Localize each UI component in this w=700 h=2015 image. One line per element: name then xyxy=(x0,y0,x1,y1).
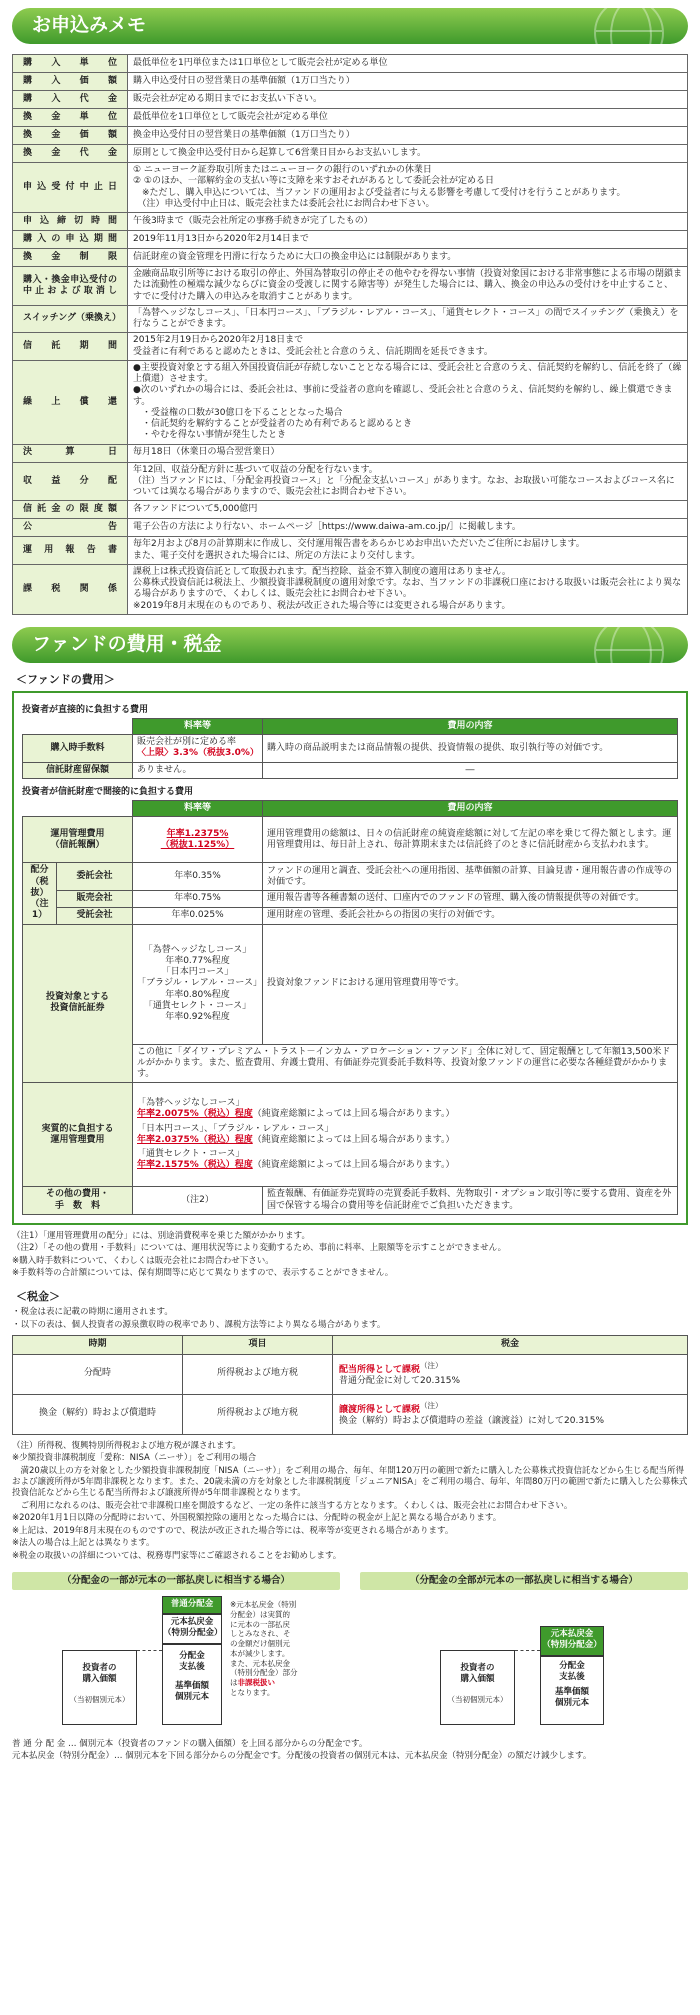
memo-value: 購入申込受付日の翌営業日の基準価額（1万口当たり） xyxy=(128,73,688,91)
return-dist-box: 元本払戻金 （特別分配金） xyxy=(540,1626,604,1656)
memo-key: 購 入 価 額 xyxy=(13,73,128,91)
alloc-content: 運用報告書等各種書類の送付、口座内でのファンドの管理、購入後の情報提供等の対価です。 xyxy=(263,891,678,908)
memo-value: 電子公告の方法により行ない、ホームページ［https://www.daiwa-am.co.jp/］に掲載します。 xyxy=(128,519,688,537)
real-fee-list: 「為替ヘッジなしコース」 年率2.0075%（税込）程度（純資産総額によっては上回る場合があります。） 「日本円コース」、「ブラジル・レアル・コース」 年率2.0375%（税込）程度（純資産総額によっては上回る場合があります。） 「通貨セレクト・コース」 年率2.1575%（税込）程度（純資産総額によっては上回る場合があります。） xyxy=(133,1083,678,1187)
purchase-price-box: 投資者の 購入価額 （当初個別元本） xyxy=(440,1650,515,1725)
memo-value: 課税上は株式投資信託として取扱われます。配当控除、益金不算入制度の適用はありません。 公募株式投資信託は税法上、少額投資非課税制度の適用対象です。なお、当ファンドの非課税口座における取扱いは販売会社により異なる場合がありますので、くわしくは、販売会社にお問合わせ下さい。 ※2019年8月末現在のものであり、税法が改正された場合等には変更される場合があります。 xyxy=(128,564,688,614)
alloc-rate: 年率0.35% xyxy=(133,863,263,891)
diagram-full xyxy=(360,1572,688,1735)
memo-key: 換 金 単 位 xyxy=(13,109,128,127)
purchase-price-box: 投資者の 購入価額 （当初個別元本） xyxy=(62,1650,137,1725)
memo-value: ① ニューヨーク証券取引所またはニューヨークの銀行のいずれかの休業日 ② ①のほか、一部解約金の支払い等に支障を来すおそれがあるとして委託会社が定める日 ※ただし、購入申込については、当ファンドの運用および受益者に与える影響を考慮して受付けを行うことがあります。 （注）申込受付中止日は、販売会社または委託会社にお問合わせ下さい。 xyxy=(128,163,688,213)
memo-value: 換金申込受付日の翌営業日の基準価額（1万口当たり） xyxy=(128,127,688,145)
memo-row xyxy=(13,537,688,565)
memo-row xyxy=(13,249,688,267)
memo-key: 公 告 xyxy=(13,519,128,537)
cost-title: ファンドの費用・税金 xyxy=(32,632,222,655)
return-dist-box: 元本払戻金 （特別分配金） xyxy=(162,1614,222,1644)
alloc-label: 配分（税抜）（注1） xyxy=(23,863,57,924)
diagram-full-title: （分配金の全部が元本の一部払戻しに相当する場合） xyxy=(360,1572,688,1590)
memo-key: 申込締切時間 xyxy=(13,213,128,231)
memo-value: 午後3時まで（販売会社所定の事務手続きが完了したもの） xyxy=(128,213,688,231)
indirect-cost-table xyxy=(22,800,678,1215)
memo-value: 2019年11月13日から2020年2月14日まで xyxy=(128,231,688,249)
memo-key: 購 入 代 金 xyxy=(13,91,128,109)
memo-value: 金融商品取引所等における取引の停止、外国為替取引の停止その他やむを得ない事情（投資対象国における非常事態による市場の閉鎖または流動性の極端な減少ならびに資金の受渡しに関する障害等）が発生した場合には、購入、換金の申込みの受付けを中止すること、すでに受付けた購入の申込みを取消すことがあります。 xyxy=(128,267,688,306)
memo-title: お申込みメモ xyxy=(32,14,147,36)
retention-content: ― xyxy=(263,762,678,778)
purchase-fee-label: 購入時手数料 xyxy=(23,735,133,763)
tax-time: 分配時 xyxy=(13,1354,183,1394)
indirect-cost-title: 投資者が信託財産で間接的に負担する費用 xyxy=(22,786,194,797)
tax-value: 譲渡所得として課税$^{(注)}$ 換金（解約）時および償還時の差益（譲渡益）に対して20.315% xyxy=(333,1394,688,1434)
mgmt-fee-content: 運用管理費用の総額は、日々の信託財産の純資産総額に対して左記の率を乗じて得た額とします。運用管理費用は、毎日計上され、毎計算期末または信託終了のときに信託財産から支払われます。 xyxy=(263,817,678,863)
alloc-rate: 年率0.75% xyxy=(133,891,263,908)
memo-value: 「為替ヘッジなしコース」、「日本円コース」、「ブラジル・レアル・コース」、「通貨セレクト・コース」の間でスイッチング（乗換え）を行なうことができます。 xyxy=(128,305,688,333)
memo-value: ●主要投資対象とする組入外国投資信託が存続しないこととなる場合には、受託会社と合意のうえ、信託契約を解約し、信託を終了（繰上償還）させます。 ●次のいずれかの場合には、委託会社は、事前に受益者の意向を確認し、受託会社と合意のうえ、信託契約を解約し、繰上償還できます。 ・受益権の口数が30億口を下ることとなった場合 ・信託契約を解約することが受益者のため有利であると認めるとき ・やむを得ない事情が発生したとき xyxy=(128,360,688,444)
direct-cost-title: 投資者が直接的に負担する費用 xyxy=(22,704,149,715)
target-fund-rates: 「為替ヘッジなしコース」 年率0.77%程度 「日本円コース」 「ブラジル・レアル・コース」 年率0.80%程度 「通貨セレクト・コース」 年率0.92%程度 xyxy=(133,924,263,1044)
col-rate: 料率等 xyxy=(133,718,263,734)
memo-row xyxy=(13,163,688,213)
cost-box xyxy=(12,691,688,1225)
diagram-partial xyxy=(12,1572,340,1735)
memo-row xyxy=(13,127,688,145)
memo-value: 各ファンドについて5,000億円 xyxy=(128,501,688,519)
memo-value: 最低単位を1口単位として販売会社が定める単位 xyxy=(128,109,688,127)
mgmt-fee-rate: 年率1.2375% （税抜1.125%） xyxy=(133,817,263,863)
alloc-content: 運用財産の管理、委託会社からの指図の実行の対価です。 xyxy=(263,907,678,924)
other-fee-content: 監査報酬、有価証券売買時の売買委託手数料、先物取引・オプション取引等に要する費用、資産を外国で保管する場合の費用等を信託財産でご負担いただきます。 xyxy=(263,1187,678,1215)
tax-notes: （注）所得税、復興特別所得税および地方税が課されます。 ※少額投資非課税制度「愛称：NISA（ニーサ）」をご利用の場合 満20歳以上の方を対象とした少額投資非課税制度「NISA（ニーサ）」をご利用の場合、毎年、年間120万円の範囲で新たに購入した公募株式投資信託などから生じる配当所得および譲渡所得が5年間非課税となります。また、20歳未満の方を対象とした非課税制度「ジュニアNISA」をご利用の場合、毎年、年間80万円の範囲で新たに購入した公募株式投資信託などから生じる配当所得および譲渡所得が5年間非課税となります。 ご利用になれるのは、販売会社で非課税口座を開設するなど、一定の条件に該当する方となります。くわしくは、販売会社にお問合わせ下さい。 ※2020年1月1日以降の分配時において、外国税額控除の適用となった場合には、分配時の税金が上記と異なる場合があります。 ※上記は、2019年8月末現在のものですので、税法が改正された場合等には、税率等が変更される場合があります。 ※法人の場合は上記とは異なります。 ※税金の取扱いの詳細については、税務専門家等にご確認されることをお勧めします。 xyxy=(12,1440,688,1561)
memo-value: 最低単位を1円単位または1口単位として販売会社が定める単位 xyxy=(128,55,688,73)
memo-value: 2015年2月19日から2020年2月18日まで 受益者に有利であると認めたときは、受託会社と合意のうえ、信託期間を延長できます。 xyxy=(128,333,688,361)
memo-value: 信託財産の資金管理を円滑に行なうために大口の換金申込には制限があります。 xyxy=(128,249,688,267)
memo-row xyxy=(13,360,688,444)
cost-notes: （注1）「運用管理費用の配分」には、別途消費税率を乗じた額がかかります。 （注2）「その他の費用・手数料」については、運用状況等により変動するため、事前に料率、上限額等を示すことができません。 ※購入時手数料について、くわしくは販売会社にお問合わせ下さい。 ※手数料等の合計額については、保有期間等に応じて異なりますので、表示することができません。 xyxy=(12,1230,507,1279)
memo-row xyxy=(13,444,688,462)
tax-intro: ・税金は表に記載の時期に適用されます。 ・以下の表は、個人投資者の源泉徴収時の税率であり、課税方法等により異なる場合があります。 xyxy=(12,1307,386,1330)
tax-item: 所得税および地方税 xyxy=(183,1354,333,1394)
memo-key: 運 用 報 告 書 xyxy=(13,537,128,565)
memo-key: 換 金 代 金 xyxy=(13,145,128,163)
col-rate: 料率等 xyxy=(133,801,263,817)
footer-notes: 普 通 分 配 金 … 個別元本（投資者のファンドの購入価額）を上回る部分からの分配金です。 元本払戻金（特別分配金）… 個別元本を下回る部分からの分配金です。分配後の投資者の個別元本は、元本払戻金（特別分配金）の額だけ減少します。 xyxy=(12,1739,592,1762)
normal-dist-box: 普通分配金 xyxy=(162,1596,222,1614)
memo-value: 年12回、収益分配方針に基づいて収益の分配を行ないます。 （注）当ファンドには、「分配金再投資コース」と「分配金支払いコース」があります。なお、お取扱い可能なコースおよびコース名については異なる場合がありますので、販売会社にお問合わせ下さい。 xyxy=(128,462,688,501)
memo-row xyxy=(13,462,688,501)
purchase-fee-content: 購入時の商品説明または商品情報の提供、投資情報の提供、取引執行等の対価です。 xyxy=(263,735,678,763)
memo-value: 毎月18日（休業日の場合翌営業日） xyxy=(128,444,688,462)
memo-row xyxy=(13,267,688,306)
col-content: 費用の内容 xyxy=(263,718,678,734)
alloc-name: 販売会社 xyxy=(57,891,133,908)
alloc-name: 受託会社 xyxy=(57,907,133,924)
cost-banner xyxy=(12,627,688,663)
memo-key: 換 金 制 限 xyxy=(13,249,128,267)
memo-key: スイッチング（乗換え） xyxy=(13,305,128,333)
alloc-content: ファンドの運用と調査、受託会社への運用指図、基準価額の計算、目論見書・運用報告書の作成等の対価です。 xyxy=(263,863,678,891)
alloc-rate: 年率0.025% xyxy=(133,907,263,924)
memo-row xyxy=(13,231,688,249)
memo-value: 毎年2月および8月の計算期末に作成し、交付運用報告書をあらかじめお申出いただいたご住所にお届けします。 また、電子交付を選択された場合には、所定の方法により交付します。 xyxy=(128,537,688,565)
memo-value: 原則として換金申込受付日から起算して6営業日目からお支払いします。 xyxy=(128,145,688,163)
memo-key: 収 益 分 配 xyxy=(13,462,128,501)
memo-key: 信託金の限度額 xyxy=(13,501,128,519)
memo-row xyxy=(13,564,688,614)
after-dist-box: 分配金 支払後 基準価額 個別元本 xyxy=(540,1656,604,1725)
target-fund-note: この他に「ダイワ・プレミアム・トラスト－インカム・アロケーション・ファンド」全体に対して、固定報酬として年額13,500米ドルがかかります。また、監査費用、弁護士費用、有価証券売買委託手数料等、投資対象ファンドの運営に必要な各種経費がかかります。 xyxy=(133,1044,678,1083)
alloc-name: 委託会社 xyxy=(57,863,133,891)
memo-row xyxy=(13,109,688,127)
other-fee-label: その他の費用・ 手 数 料 xyxy=(23,1187,133,1215)
purchase-fee-rate: 販売会社が別に定める率 〈上限〉3.3%（税抜3.0%） xyxy=(133,735,263,763)
memo-key: 繰 上 償 還 xyxy=(13,360,128,444)
memo-value: 販売会社が定める期日までにお支払い下さい。 xyxy=(128,91,688,109)
memo-key: 換 金 価 額 xyxy=(13,127,128,145)
memo-row xyxy=(13,333,688,361)
fund-cost-heading: ＜ファンドの費用＞ xyxy=(16,672,115,686)
memo-key: 購入・換金申込受付の中止および取消し xyxy=(13,267,128,306)
memo-row xyxy=(13,519,688,537)
distribution-diagrams xyxy=(12,1572,688,1735)
tax-time: 換金（解約）時および償還時 xyxy=(13,1394,183,1434)
tax-value: 配当所得として課税$^{(注)}$ 普通分配金に対して20.315% xyxy=(333,1354,688,1394)
direct-cost-table xyxy=(22,718,678,779)
tax-item: 所得税および地方税 xyxy=(183,1394,333,1434)
memo-key: 課 税 関 係 xyxy=(13,564,128,614)
memo-banner xyxy=(12,8,688,44)
col-content: 費用の内容 xyxy=(263,801,678,817)
diagram-partial-title: （分配金の一部が元本の一部払戻しに相当する場合） xyxy=(12,1572,340,1590)
real-fee-label: 実質的に負担する 運用管理費用 xyxy=(23,1083,133,1187)
mgmt-fee-label: 運用管理費用 （信託報酬） xyxy=(23,817,133,863)
memo-key: 決 算 日 xyxy=(13,444,128,462)
side-note: ※元本払戻金（特別 分配金）は実質的 に元本の一部払戻 しとみなされ、そ の金額だけ個別元 本が減少します。 また、元本払戻金 （特別分配金）部分 は非課税扱い となります。 xyxy=(230,1600,298,1697)
memo-key: 申込受付中止日 xyxy=(13,163,128,213)
memo-row xyxy=(13,305,688,333)
memo-row xyxy=(13,145,688,163)
globe-icon xyxy=(594,8,664,44)
tax-heading: ＜税金＞ xyxy=(16,1289,60,1303)
retention-rate: ありません。 xyxy=(133,762,263,778)
after-dist-box: 分配金 支払後 基準価額 個別元本 xyxy=(162,1644,222,1725)
tax-table: 時期 項目 税金 分配時 所得税および地方税 配当所得として課税$^{(注)}$ 普通分配金に対して20.315% 換金（解約）時および償還時 所得税および地方税 譲渡所得として課税$^{(注)}$ 換金（解約）時および償還時の差益（譲渡益）に対して20.315% xyxy=(12,1335,688,1434)
memo-row xyxy=(13,501,688,519)
globe-icon xyxy=(594,627,664,663)
memo-row xyxy=(13,73,688,91)
other-fee-rate: （注2） xyxy=(133,1187,263,1215)
memo-key: 購入の申込期間 xyxy=(13,231,128,249)
retention-label: 信託財産留保額 xyxy=(23,762,133,778)
memo-row xyxy=(13,213,688,231)
memo-table xyxy=(12,54,688,615)
memo-key: 購 入 単 位 xyxy=(13,55,128,73)
memo-row xyxy=(13,91,688,109)
target-fund-content: 投資対象ファンドにおける運用管理費用等です。 xyxy=(263,924,678,1044)
target-fund-label: 投資対象とする 投資信託証券 xyxy=(23,924,133,1083)
memo-key: 信 託 期 間 xyxy=(13,333,128,361)
memo-row xyxy=(13,55,688,73)
